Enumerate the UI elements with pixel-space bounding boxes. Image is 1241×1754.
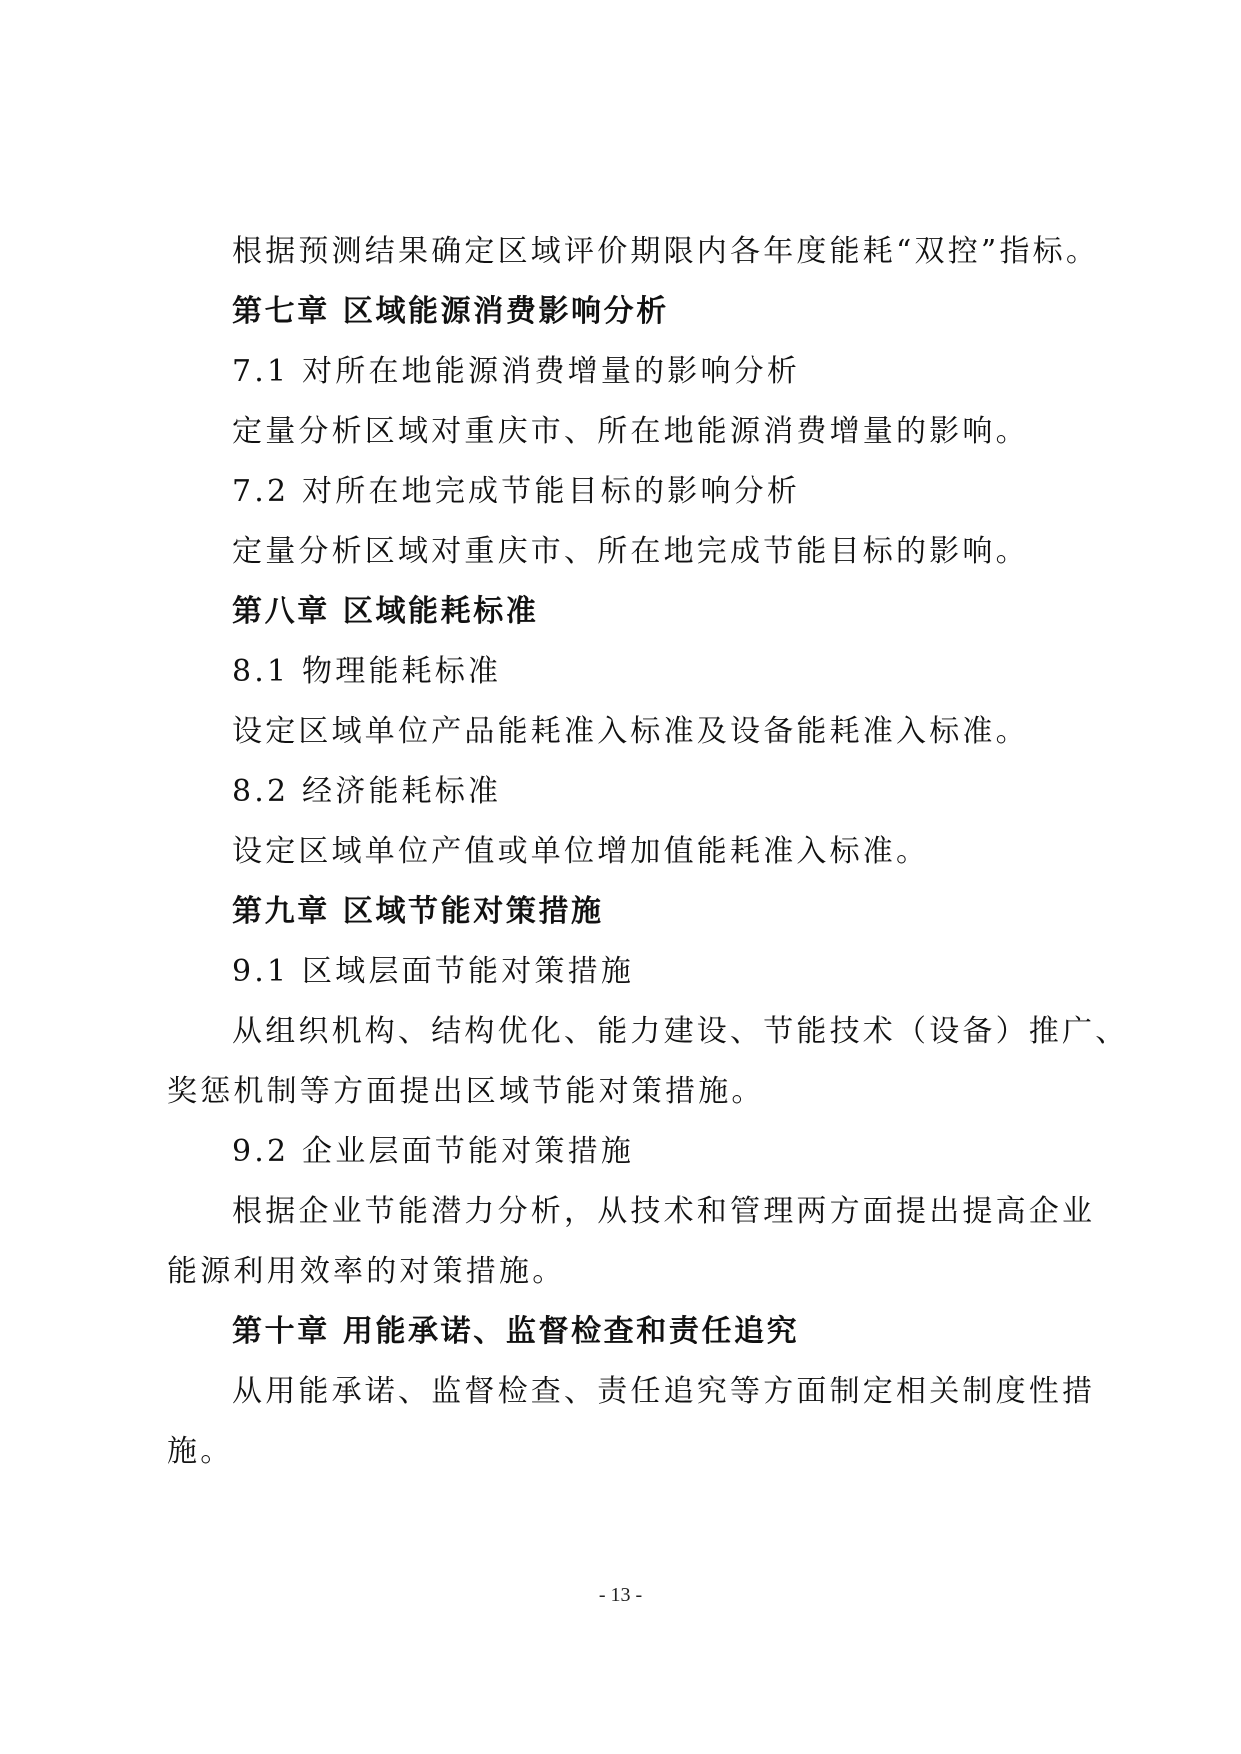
body-paragraph: 定量分析区域对重庆市、所在地完成节能目标的影响。 xyxy=(232,534,1029,569)
section-heading: 9.1 区域层面节能对策措施 xyxy=(232,954,635,989)
section-heading: 8.1 物理能耗标准 xyxy=(232,654,502,689)
chapter-heading: 第七章 区域能源消费影响分析 xyxy=(232,294,669,329)
body-paragraph: 根据预测结果确定区域评价期限内各年度能耗“双控”指标。 xyxy=(232,234,1100,269)
body-paragraph-continuation: 奖惩机制等方面提出区域节能对策措施。 xyxy=(167,1074,765,1109)
section-heading: 7.1 对所在地能源消费增量的影响分析 xyxy=(232,354,801,389)
body-paragraph: 从用能承诺、监督检查、责任追究等方面制定相关制度性措 xyxy=(232,1374,1096,1409)
section-heading: 9.2 企业层面节能对策措施 xyxy=(232,1134,635,1169)
section-heading: 8.2 经济能耗标准 xyxy=(232,774,502,809)
body-paragraph: 定量分析区域对重庆市、所在地能源消费增量的影响。 xyxy=(232,414,1029,449)
chapter-heading: 第十章 用能承诺、监督检查和责任追究 xyxy=(232,1314,800,1349)
body-paragraph: 根据企业节能潜力分析，从技术和管理两方面提出提高企业 xyxy=(232,1194,1096,1229)
chapter-heading: 第九章 区域节能对策措施 xyxy=(232,894,604,929)
body-paragraph-continuation: 施。 xyxy=(167,1434,234,1469)
body-paragraph-continuation: 能源利用效率的对策措施。 xyxy=(167,1254,566,1289)
body-paragraph: 设定区域单位产品能耗准入标准及设备能耗准入标准。 xyxy=(232,714,1029,749)
body-paragraph: 从组织机构、结构优化、能力建设、节能技术（设备）推广、 xyxy=(232,1014,1129,1049)
body-paragraph: 设定区域单位产值或单位增加值能耗准入标准。 xyxy=(232,834,930,869)
section-heading: 7.2 对所在地完成节能目标的影响分析 xyxy=(232,474,801,509)
chapter-heading: 第八章 区域能耗标准 xyxy=(232,594,539,629)
page-number: - 13 - xyxy=(598,1584,643,1606)
